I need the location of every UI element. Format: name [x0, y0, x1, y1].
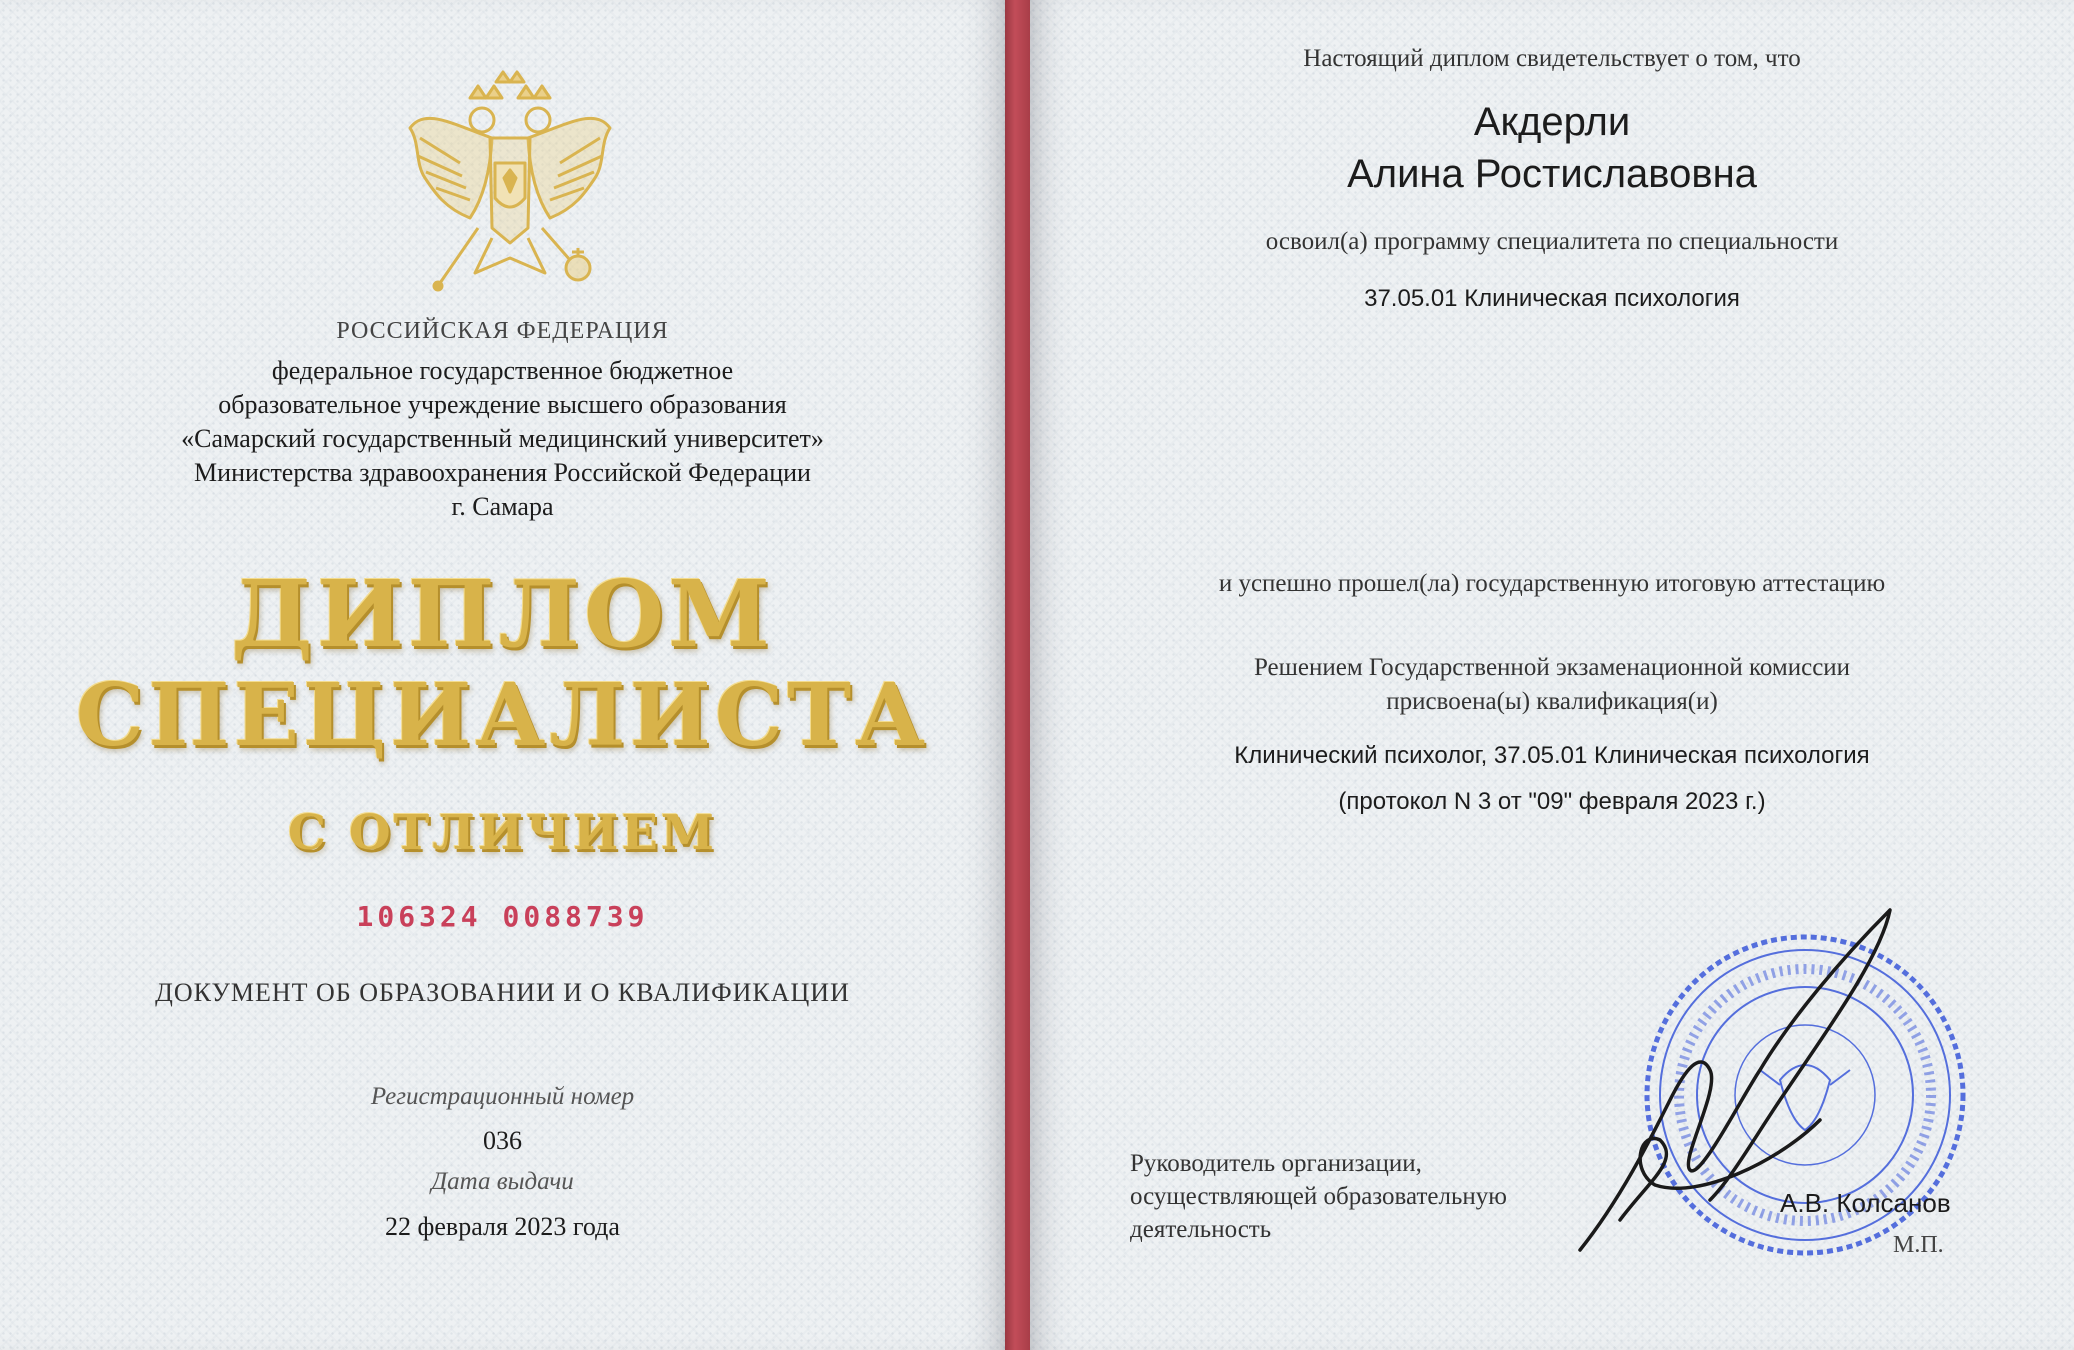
- graduate-surname: Акдерли: [1473, 100, 1631, 144]
- institution-line-1: федеральное государственное бюджетное: [271, 356, 734, 385]
- country-name: РОССИЙСКАЯ ФЕДЕРАЦИЯ: [336, 318, 669, 344]
- signer-name: А.В. Колсанов: [1780, 1188, 1951, 1218]
- program-text: освоил(а) программу специалитета по специальности: [1265, 228, 1839, 255]
- institution-line-2: образовательное учреждение высшего образования: [218, 390, 787, 419]
- commission-decision-line-1: Решением Государственной экзаменационной комиссии: [1253, 654, 1851, 681]
- head-title-line-1: Руководитель организации,: [1130, 1150, 1422, 1177]
- handwritten-signature: [1560, 900, 1920, 1280]
- attestation-text: и успешно прошел(ла) государственную итоговую аттестацию: [1218, 570, 1886, 597]
- head-title-line-2: осуществляющей образовательную: [1130, 1183, 1507, 1210]
- issue-date-value: 22 февраля 2023 года: [385, 1212, 620, 1241]
- commission-decision-line-2: присвоена(ы) квалификация(и): [1386, 688, 1718, 715]
- left-page: [0, 0, 1005, 1350]
- head-title-line-3: деятельность: [1130, 1216, 1272, 1243]
- institution-line-3: «Самарский государственный медицинский университет»: [181, 424, 824, 453]
- institution-line-4: Министерства здравоохранения Российской Федерации: [194, 458, 811, 487]
- qualification: Клинический психолог, 37.05.01 Клиническая психология: [1234, 742, 1870, 769]
- city: г. Самара: [451, 492, 554, 521]
- document-type: ДОКУМЕНТ ОБ ОБРАЗОВАНИИ И О КВАЛИФИКАЦИИ: [155, 978, 850, 1007]
- protocol-reference: (протокол N 3 от "09" февраля 2023 г.): [1338, 788, 1766, 815]
- double-headed-eagle-icon: [400, 68, 620, 298]
- book-spine: [1005, 0, 1030, 1350]
- registration-number: 036: [483, 1126, 522, 1155]
- registration-label: Регистрационный номер: [370, 1083, 635, 1110]
- intro-text: Настоящий диплом свидетельствует о том, что: [1303, 45, 1801, 72]
- diploma-title-line-2: СПЕЦИАЛИСТА: [75, 665, 930, 766]
- graduate-name: Алина Ростиславовна: [1347, 152, 1757, 196]
- diploma-title-line-1: ДИПЛОМ: [231, 560, 774, 668]
- serial-number: 106324 0088739: [356, 900, 649, 933]
- specialty: 37.05.01 Клиническая психология: [1364, 285, 1740, 312]
- honors-label: С ОТЛИЧИЕМ: [287, 805, 718, 861]
- seal-place-mark: М.П.: [1893, 1232, 1944, 1258]
- issue-date-label: Дата выдачи: [431, 1168, 574, 1195]
